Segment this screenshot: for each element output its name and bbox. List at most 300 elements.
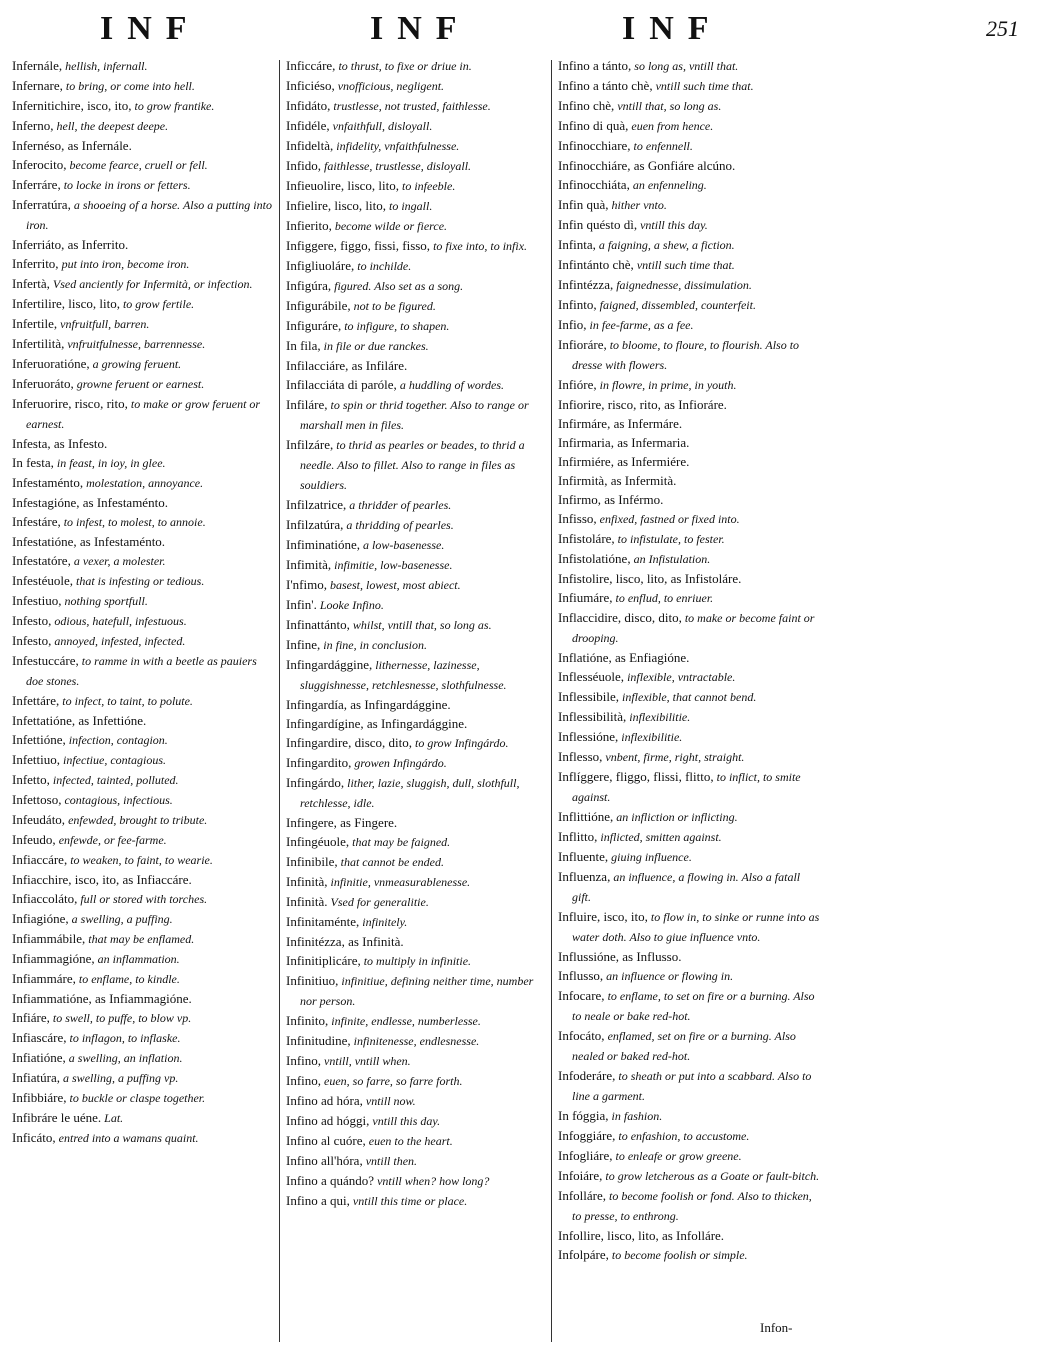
gloss: vnofficious, negligent. <box>334 79 445 93</box>
gloss: hither vnto. <box>608 198 667 212</box>
gloss: to inchilde. <box>354 259 412 273</box>
gloss: to enleafe or grow greene. <box>612 1149 742 1163</box>
dictionary-entry <box>558 827 822 847</box>
dictionary-entry <box>286 912 548 932</box>
headword: Infesta, as Infesto. <box>12 436 108 451</box>
dictionary-entry <box>558 335 822 375</box>
gloss: vntill this time or place. <box>349 1194 468 1208</box>
headword: Inflesséuole, <box>558 669 625 684</box>
dictionary-entry <box>286 813 548 832</box>
dictionary-entry <box>558 1245 822 1265</box>
headword: Inferráre, <box>12 177 61 192</box>
gloss: infinitely. <box>359 915 408 929</box>
dictionary-entry <box>12 1128 274 1148</box>
headword: Infollire, lisco, lito, as Infolláre. <box>558 1228 725 1243</box>
headword: Infiaccáre, <box>12 852 68 867</box>
headword: Infistoláre, <box>558 531 615 546</box>
gloss: odious, hatefull, infestuous. <box>51 614 187 628</box>
dictionary-entry <box>558 747 822 767</box>
gloss: to enflame, to set on fire or a burning. Also to neale or bake red-hot. <box>572 989 815 1023</box>
headword: Infettiuo, <box>12 752 61 767</box>
gloss: to thrust, to fixe or driue in. <box>335 59 472 73</box>
gloss: infinitie, vnmeasurablenesse. <box>327 875 471 889</box>
gloss: an enfenneling. <box>629 178 707 192</box>
headword: Infingárdo, <box>286 775 345 790</box>
headword: Infesto, <box>12 613 52 628</box>
gloss: nothing sportfull. <box>61 594 148 608</box>
gloss: a growing feruent. <box>89 357 182 371</box>
gloss: to become foolish or simple. <box>608 1248 748 1262</box>
dictionary-entry <box>286 695 548 714</box>
gloss: a low-basenesse. <box>360 538 445 552</box>
dictionary-entry <box>558 509 822 529</box>
dictionary-entry <box>12 374 274 394</box>
headword: Infiammábile, <box>12 931 86 946</box>
dictionary-entry <box>558 116 822 136</box>
headword: Infigurábile, <box>286 298 351 313</box>
gloss: an influence or flowing in. <box>603 969 734 983</box>
headword: Infioráre, <box>558 337 607 352</box>
headword: Inflittióne, <box>558 809 614 824</box>
dictionary-entry <box>12 850 274 870</box>
headword: Infinito, <box>286 1013 329 1028</box>
headword: Infestéuole, <box>12 573 74 588</box>
headword: Infiáre, <box>12 1010 50 1025</box>
gloss: that may be faigned. <box>349 835 451 849</box>
gloss: a faigning, a shew, a fiction. <box>595 238 735 252</box>
gloss: Vsed for generalitie. <box>327 895 429 909</box>
dictionary-entry <box>12 235 274 254</box>
dictionary-entry <box>286 1051 548 1071</box>
headword: Infigliuoláre, <box>286 258 355 273</box>
dictionary-entry <box>558 56 822 76</box>
dictionary-entry <box>12 116 274 136</box>
gloss: inflexible, vntractable. <box>624 670 736 684</box>
dictionary-entry <box>12 254 274 274</box>
gloss: to enfennell. <box>630 139 693 153</box>
headword: Infestiuo, <box>12 593 62 608</box>
headword: Infinitaménte, <box>286 914 360 929</box>
dictionary-entry <box>12 532 274 551</box>
gloss: a thridding of pearles. <box>343 518 454 532</box>
dictionary-entry <box>558 1066 822 1106</box>
headword: Infirmiére, as Infermiére. <box>558 454 690 469</box>
dictionary-entry <box>558 175 822 195</box>
gloss: infimitie, low-basenesse. <box>331 558 453 572</box>
gloss: inflexibilitie. <box>626 710 691 724</box>
gloss: enfixed, fastned or fixed into. <box>596 512 740 526</box>
headword: Infestatióne, as Infestaménto. <box>12 534 166 549</box>
dictionary-entry <box>286 356 548 375</box>
headword: Infirmaria, as Infermaria. <box>558 435 690 450</box>
gloss: full or stored with torches. <box>77 892 208 906</box>
headword: Infino a quándo? <box>286 1173 375 1188</box>
headword: Infiammagióne, <box>12 951 95 966</box>
headword: I'nfimo, <box>286 577 327 592</box>
dictionary-entry <box>12 1088 274 1108</box>
column-left <box>12 56 274 1346</box>
headword: Infino di quà, <box>558 118 629 133</box>
headword: Inferocito, <box>12 157 67 172</box>
gloss: to swell, to puffe, to blow vp. <box>49 1011 192 1025</box>
gloss: an inflammation. <box>94 952 180 966</box>
gloss: euen from hence. <box>628 119 714 133</box>
headword: Infertile, <box>12 316 58 331</box>
headword: Infin quésto dì, <box>558 217 638 232</box>
running-head-right: INF <box>622 10 723 47</box>
headword: Infinitiplicáre, <box>286 953 361 968</box>
gloss: euen, so farre, so farre forth. <box>321 1074 463 1088</box>
dictionary-entry <box>558 767 822 807</box>
headword: Inferuoratióne, <box>12 356 90 371</box>
headword: Infio, <box>558 317 587 332</box>
gloss: a swelling, a puffing. <box>68 912 173 926</box>
dictionary-entry <box>558 569 822 588</box>
dictionary-entry <box>12 711 274 730</box>
gloss: to infistulate, to fester. <box>614 532 725 546</box>
dictionary-entry <box>286 832 548 852</box>
gloss: a vexer, a molester. <box>70 554 166 568</box>
gloss: in feast, in ioy, in glee. <box>53 456 166 470</box>
headword: Infistolatióne, <box>558 551 631 566</box>
gloss: in fee-farme, as a fee. <box>586 318 694 332</box>
gloss: a thridder of pearles. <box>346 498 452 512</box>
gloss: inflexible, that cannot bend. <box>619 690 757 704</box>
headword: Infino, <box>286 1053 322 1068</box>
dictionary-entry <box>558 1126 822 1146</box>
gloss: enfewded, brought to tribute. <box>65 813 208 827</box>
dictionary-entry <box>558 1146 822 1166</box>
dictionary-entry <box>286 852 548 872</box>
gloss: vntill this day. <box>369 1114 441 1128</box>
headword: Inferratúra, <box>12 197 71 212</box>
headword: Infettoso, <box>12 792 62 807</box>
headword: Inflessibile, <box>558 689 620 704</box>
dictionary-entry <box>286 435 548 495</box>
dictionary-entry <box>12 949 274 969</box>
gloss: to enflud, to enriuer. <box>612 591 714 605</box>
headword: Infinattánto, <box>286 617 350 632</box>
dictionary-entry <box>12 730 274 750</box>
gloss: infinite, endlesse, numberlesse. <box>328 1014 481 1028</box>
dictionary-entry <box>558 1026 822 1066</box>
dictionary-entry <box>286 196 548 216</box>
dictionary-entry <box>558 687 822 707</box>
headword: Infoggiáre, <box>558 1128 616 1143</box>
dictionary-entry <box>286 635 548 655</box>
page-number: 251 <box>986 16 1019 41</box>
dictionary-entry <box>12 611 274 631</box>
headword: Infigúra, <box>286 278 332 293</box>
gloss: vntill, vntill when. <box>321 1054 411 1068</box>
dictionary-entry <box>558 156 822 175</box>
dictionary-entry <box>286 951 548 971</box>
dictionary-entry <box>558 727 822 747</box>
dictionary-entry <box>558 433 822 452</box>
dictionary-entry <box>286 615 548 635</box>
gloss: vntill that, so long as. <box>614 99 722 113</box>
dictionary-entry <box>286 76 548 96</box>
headword: Infidéle, <box>286 118 330 133</box>
dictionary-entry <box>12 314 274 334</box>
headword: Inflaccidire, disco, dito, <box>558 610 682 625</box>
dictionary-entry <box>12 96 274 116</box>
headword: Infiammáre, <box>12 971 76 986</box>
dictionary-entry <box>558 471 822 490</box>
gloss: put into iron, become iron. <box>58 257 190 271</box>
headword: Influente, <box>558 849 609 864</box>
dictionary-entry <box>286 932 548 951</box>
headword: Infolpáre, <box>558 1247 609 1262</box>
dictionary-entry <box>286 96 548 116</box>
dictionary-entry <box>558 707 822 727</box>
dictionary-entry <box>286 655 548 695</box>
headword: Inflesso, <box>558 749 603 764</box>
gloss: vnfruitfulnesse, barrennesse. <box>64 337 206 351</box>
gloss: to enflame, to kindle. <box>75 972 180 986</box>
dictionary-entry <box>12 810 274 830</box>
gloss: vnfaithfull, disloyall. <box>329 119 433 133</box>
gloss: Vsed anciently for Infermità, or infection. <box>49 277 253 291</box>
dictionary-entry <box>12 1068 274 1088</box>
gloss: vntill now. <box>362 1094 416 1108</box>
headword: Influire, isco, ito, <box>558 909 648 924</box>
dictionary-entry <box>558 1226 822 1245</box>
dictionary-entry <box>12 274 274 294</box>
gloss: growne feruent or earnest. <box>73 377 205 391</box>
dictionary-entry <box>12 155 274 175</box>
headword: Infino a qui, <box>286 1193 350 1208</box>
gloss: to grow Infingárdo. <box>412 736 509 750</box>
gloss: infection, contagion. <box>65 733 168 747</box>
headword: Infine, <box>286 637 321 652</box>
gloss: not to be figured. <box>350 299 436 313</box>
gloss: to become foolish or fond. Also to thicken, to presse, to enthrong. <box>572 1189 812 1223</box>
headword: Infidáto, <box>286 98 331 113</box>
headword: Infiascáre, <box>12 1030 67 1045</box>
gloss: vntill such time that. <box>652 79 754 93</box>
headword: Infiorire, risco, rito, as Infioráre. <box>558 397 727 412</box>
gloss: to weaken, to faint, to wearie. <box>67 853 213 867</box>
gloss: that is infesting or tedious. <box>73 574 205 588</box>
headword: Infiagióne, <box>12 911 69 926</box>
dictionary-entry <box>558 1166 822 1186</box>
gloss: to inflict, to smite against. <box>572 770 801 804</box>
headword: Inflíggere, fliggo, flissi, flitto, <box>558 769 714 784</box>
dictionary-entry <box>12 750 274 770</box>
dictionary-entry <box>12 770 274 790</box>
gloss: figured. Also set as a song. <box>331 279 464 293</box>
gloss: hell, the deepest deepe. <box>53 119 169 133</box>
headword: Infino ad hóra, <box>286 1093 363 1108</box>
dictionary-entry <box>558 235 822 255</box>
dictionary-entry <box>558 395 822 414</box>
gloss: vnbent, firme, right, straight. <box>602 750 745 764</box>
headword: Infilacciáta di paróle, <box>286 377 397 392</box>
dictionary-entry <box>286 136 548 156</box>
column-middle <box>286 56 548 1346</box>
headword: In fila, <box>286 338 321 353</box>
dictionary-entry <box>558 847 822 867</box>
headword: Infisso, <box>558 511 597 526</box>
headword: Infocáto, <box>558 1028 605 1043</box>
headword: Infirmáre, as Infermáre. <box>558 416 683 431</box>
dictionary-entry <box>286 595 548 615</box>
headword: Infiaccoláto, <box>12 891 78 906</box>
headword: Infierito, <box>286 218 332 233</box>
gloss: to inflagon, to inflaske. <box>66 1031 181 1045</box>
gloss: to ingall. <box>386 199 433 213</box>
dictionary-entry <box>286 1031 548 1051</box>
dictionary-entry <box>558 255 822 275</box>
dictionary-entry <box>286 256 548 276</box>
gloss: so long as, vntill that. <box>631 59 739 73</box>
headword: Infino ad hóggi, <box>286 1113 370 1128</box>
gloss: to locke in irons or fetters. <box>60 178 191 192</box>
gloss: hellish, infernall. <box>62 59 148 73</box>
dictionary-entry <box>286 535 548 555</box>
gloss: an influence, a flowing in. Also a fatall gift. <box>572 870 801 904</box>
dictionary-entry <box>558 452 822 471</box>
dictionary-entry <box>558 648 822 667</box>
headword: Infingere, as Fingere. <box>286 815 398 830</box>
headword: Infoderáre, <box>558 1068 616 1083</box>
headword: Infilzatrice, <box>286 497 347 512</box>
dictionary-entry <box>286 116 548 136</box>
headword: Infestuccáre, <box>12 653 79 668</box>
dictionary-entry <box>286 575 548 595</box>
catchword: Infon- <box>760 1320 793 1335</box>
dictionary-entry <box>286 495 548 515</box>
headword: Infiumáre, <box>558 590 613 605</box>
gloss: an Infistulation. <box>630 552 711 566</box>
headword: In fóggia, <box>558 1108 609 1123</box>
headword: Inflatióne, as Enfiagióne. <box>558 650 690 665</box>
dictionary-entry <box>558 315 822 335</box>
dictionary-entry <box>558 215 822 235</box>
dictionary-entry <box>286 176 548 196</box>
headword: Infideltà, <box>286 138 334 153</box>
gloss: faigned, dissembled, counterfeit. <box>596 298 756 312</box>
gloss: to multiply in infinitie. <box>360 954 472 968</box>
headword: Infestatóre, <box>12 553 71 568</box>
headword: Influenza, <box>558 869 611 884</box>
dictionary-entry <box>12 1028 274 1048</box>
headword: Inferriáto, as Inferrito. <box>12 237 129 252</box>
headword: Infestagióne, as Infestaménto. <box>12 495 168 510</box>
headword: Infingardígine, as Infingardággine. <box>286 716 468 731</box>
dictionary-entry <box>286 1191 548 1211</box>
dictionary-entry <box>12 512 274 532</box>
dictionary-entry <box>12 334 274 354</box>
dictionary-entry <box>286 1131 548 1151</box>
gloss: whilst, vntill that, so long as. <box>349 618 492 632</box>
gloss: infected, tainted, polluted. <box>49 773 179 787</box>
dictionary-entry <box>286 276 548 296</box>
headword: Infernále, <box>12 58 63 73</box>
dictionary-entry <box>286 336 548 356</box>
gloss: to infigure, to shapen. <box>341 319 450 333</box>
headword: Infin'. <box>286 597 317 612</box>
running-head-middle: INF <box>370 10 471 47</box>
headword: Infirmità, as Infermità. <box>558 473 677 488</box>
dictionary-entry <box>558 136 822 156</box>
gloss: vntill then. <box>362 1154 418 1168</box>
headword: Infieuolire, lisco, lito, <box>286 178 400 193</box>
gloss: trustlesse, not trusted, faithlesse. <box>330 99 491 113</box>
headword: Infiminatióne, <box>286 537 361 552</box>
gloss: lither, lazie, sluggish, dull, slothfull, retchlesse, idle. <box>300 776 520 810</box>
dictionary-entry <box>286 296 548 316</box>
headword: Infibráre le uéne. <box>12 1110 102 1125</box>
headword: Infetto, <box>12 772 50 787</box>
headword: Infernare, <box>12 78 63 93</box>
gloss: infinitenesse, endlesnesse. <box>350 1034 480 1048</box>
dictionary-entry <box>12 571 274 591</box>
headword: Infinibile, <box>286 854 338 869</box>
headword: Inficcáre, <box>286 58 336 73</box>
headword: Infielire, lisco, lito, <box>286 198 387 213</box>
gloss: enflamed, set on fire or a burning. Also nealed or baked red-hot. <box>572 1029 796 1063</box>
headword: Infocare, <box>558 988 605 1003</box>
headword: Infibbiáre, <box>12 1090 67 1105</box>
dictionary-entry <box>558 907 822 947</box>
gloss: that may be enflamed. <box>85 932 195 946</box>
gloss: growen Infingárdo. <box>351 756 447 770</box>
gloss: to infeeble. <box>399 179 456 193</box>
headword: Infinocchiáre, as Gonfiáre alcúno. <box>558 158 736 173</box>
gloss: to enfashion, to accustome. <box>615 1129 750 1143</box>
dictionary-entry <box>12 929 274 949</box>
headword: Infintézza, <box>558 277 614 292</box>
headword: Infettióne, <box>12 732 66 747</box>
dictionary-entry <box>12 651 274 691</box>
dictionary-entry <box>286 515 548 535</box>
gloss: to sheath or put into a scabbard. Also to line a garment. <box>572 1069 812 1103</box>
dictionary-entry <box>12 56 274 76</box>
headword: Infernitichire, isco, ito, <box>12 98 132 113</box>
headword: Inflitto, <box>558 829 598 844</box>
gloss: entred into a wamans quaint. <box>55 1131 199 1145</box>
headword: Infilzatúra, <box>286 517 344 532</box>
gloss: that cannot be ended. <box>337 855 444 869</box>
dictionary-entry <box>12 969 274 989</box>
gloss: to spin or thrid together. Also to range or marshall men in files. <box>300 398 529 432</box>
headword: Infinta, <box>558 237 596 252</box>
headword: Infistolire, lisco, lito, as Infistoláre. <box>558 571 742 586</box>
gloss: vntill such time that. <box>633 258 735 272</box>
dictionary-entry <box>558 295 822 315</box>
headword: Inficáto, <box>12 1130 56 1145</box>
gloss: lithernesse, lazinesse, sluggishnesse, retchlesnesse, slothfulnesse. <box>300 658 507 692</box>
dictionary-entry <box>286 1071 548 1091</box>
gloss: to infest, to molest, to annoie. <box>60 515 206 529</box>
gloss: to bring, or come into hell. <box>62 79 195 93</box>
gloss: vnfruitfull, barren. <box>57 317 150 331</box>
gloss: to ramme in with a beetle as pauiers doe stones. <box>26 654 257 688</box>
dictionary-entry <box>286 733 548 753</box>
gloss: inflexibilitie. <box>618 730 683 744</box>
headword: Infinocchiare, <box>558 138 631 153</box>
dictionary-entry <box>12 136 274 155</box>
headword: Infilacciáre, as Infiláre. <box>286 358 408 373</box>
headword: Infimità, <box>286 557 332 572</box>
headword: Infiacchire, isco, ito, as Infiaccáre. <box>12 872 192 887</box>
headword: Infilzáre, <box>286 437 334 452</box>
gloss: to infect, to taint, to polute. <box>59 694 193 708</box>
dictionary-entry <box>558 490 822 509</box>
gloss: giuing influence. <box>608 850 692 864</box>
